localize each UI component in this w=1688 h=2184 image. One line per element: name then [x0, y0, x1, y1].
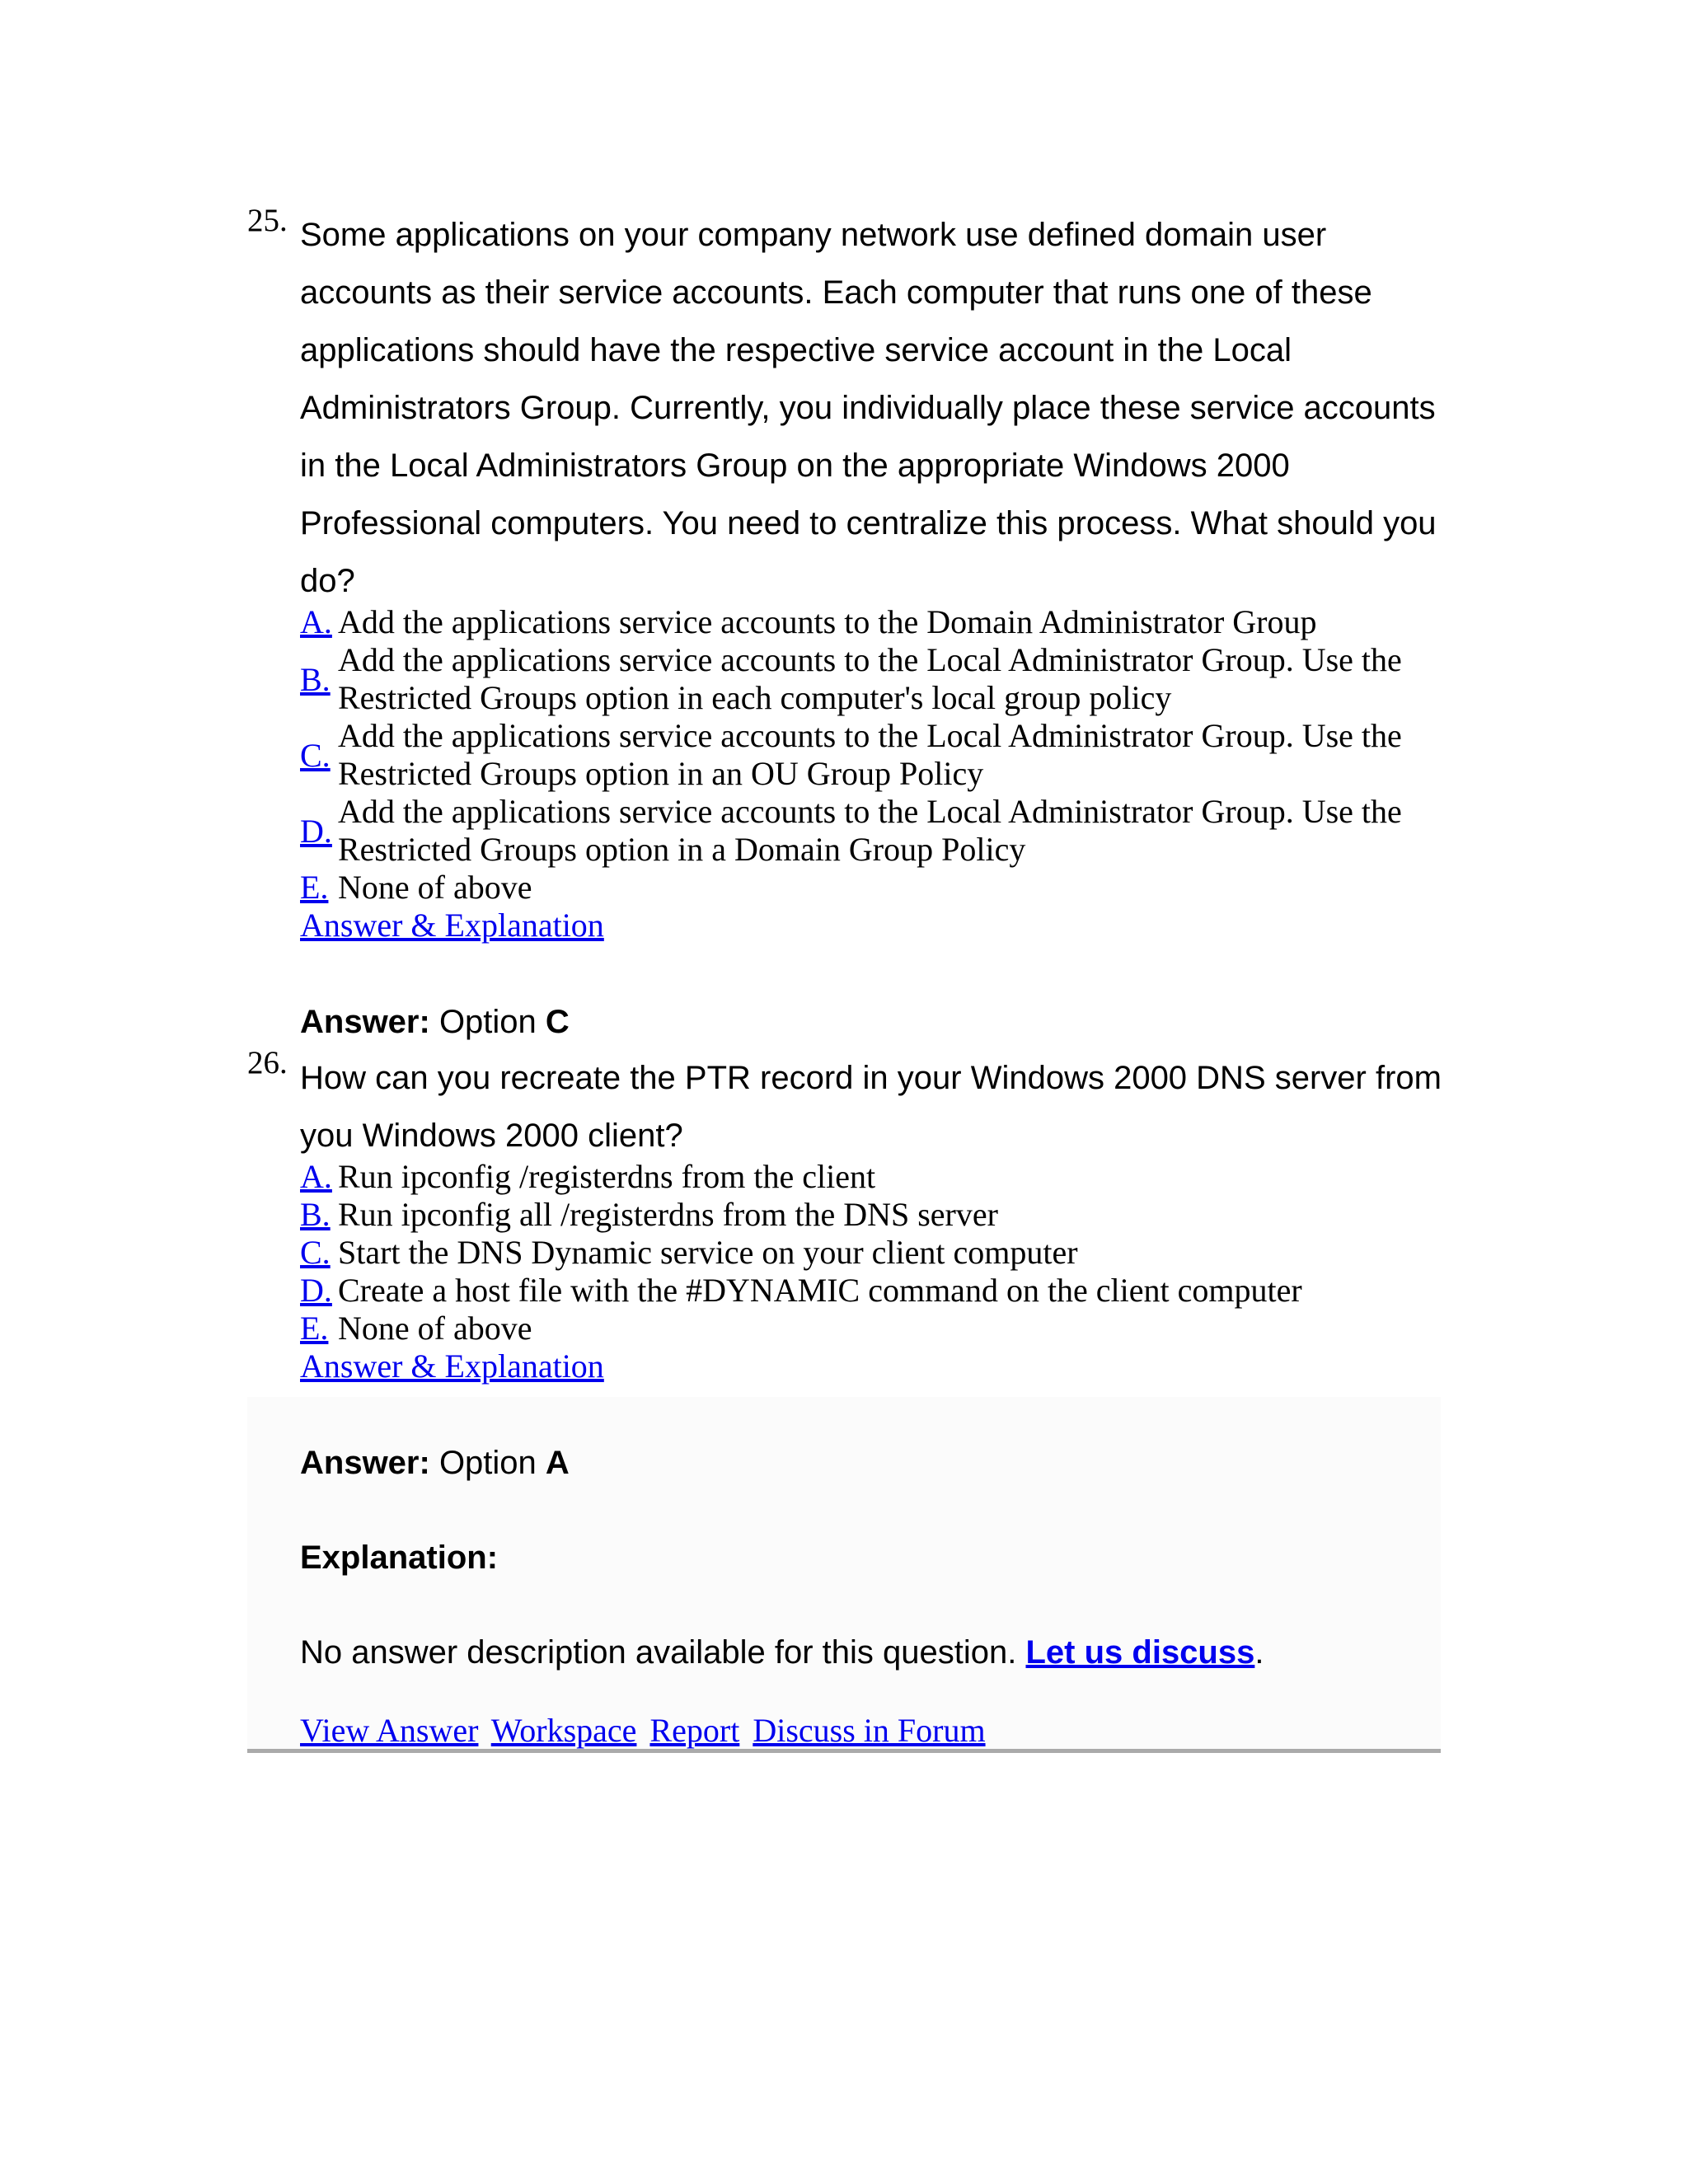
answer-prefix: Option — [438, 1004, 537, 1040]
option-text: Create a host file with the #DYNAMIC command on the client computer — [338, 1272, 1302, 1309]
option-letter-link[interactable]: A. — [300, 1158, 332, 1195]
option-text: Start the DNS Dynamic service on your client computer — [338, 1234, 1078, 1271]
answer-option: A — [545, 1445, 570, 1481]
option-text: None of above — [338, 1310, 532, 1347]
let-us-discuss-link[interactable]: Let us discuss — [1025, 1634, 1255, 1671]
option-a — [300, 603, 1446, 641]
answer-label: Answer: — [300, 1445, 430, 1481]
answer-line — [300, 1005, 570, 1038]
option-letter-link[interactable]: C. — [300, 736, 331, 774]
question-number: 25. — [247, 203, 288, 238]
option-letter-link[interactable]: E. — [300, 869, 329, 906]
answer-line — [300, 1446, 570, 1479]
divider — [247, 1749, 1441, 1753]
view-answer-link[interactable]: View Answer — [300, 1712, 479, 1749]
answer-explanation-link[interactable]: Answer & Explanation — [300, 907, 604, 944]
option-letter-link[interactable]: B. — [300, 660, 331, 698]
option-letter-link[interactable]: D. — [300, 812, 332, 850]
option-text: Run ipconfig all /registerdns from the DNS server — [338, 1196, 998, 1233]
explanation-body: No answer description available for this question. — [300, 1634, 1017, 1671]
option-e — [300, 869, 1446, 907]
option-text: Add the applications service accounts to the Local Administrator Group. Use the Restricted Groups option in each computer's local group policy — [338, 641, 1402, 716]
explanation-end: . — [1254, 1634, 1264, 1671]
option-text: Add the applications service accounts to the Local Administrator Group. Use the Restricted Groups option in a Domain Group Policy — [338, 793, 1402, 868]
option-letter-link[interactable]: A. — [300, 603, 332, 640]
option-letter-link[interactable]: B. — [300, 1196, 331, 1233]
option-c — [300, 717, 1446, 793]
option-e — [300, 1310, 1446, 1347]
option-letter-link[interactable]: D. — [300, 1272, 332, 1309]
explanation-text — [300, 1636, 1264, 1669]
option-text: Add the applications service accounts to the Domain Administrator Group — [338, 603, 1317, 640]
answer-link-row — [300, 907, 1446, 944]
answer-label: Answer: — [300, 1004, 430, 1040]
option-c — [300, 1234, 1446, 1272]
answer-prefix: Option — [438, 1445, 537, 1481]
option-d — [300, 793, 1446, 869]
report-link[interactable]: Report — [649, 1712, 740, 1749]
question-text: Some applications on your company network use defined domain user accounts as their service accounts. Each computer that runs one of these applications should have the respective service account in the Local Administrators Group. Currently, you individually place these service accounts in the Local Administrators Group on the appropriate Windows 2000 Professional computers. You need to centralize this process. What should you do? — [300, 217, 1437, 599]
option-text: Add the applications service accounts to the Local Administrator Group. Use the Restricted Groups option in an OU Group Policy — [338, 717, 1402, 792]
footer-links — [300, 1714, 991, 1747]
options-list — [300, 603, 1446, 944]
option-d — [300, 1272, 1446, 1310]
option-b — [300, 641, 1446, 717]
question-number: 26. — [247, 1045, 288, 1080]
option-letter-link[interactable]: E. — [300, 1310, 329, 1347]
option-a — [300, 1158, 1446, 1196]
answer-explanation-link[interactable]: Answer & Explanation — [300, 1347, 604, 1385]
options-list — [300, 1158, 1446, 1385]
discuss-in-forum-link[interactable]: Discuss in Forum — [753, 1712, 986, 1749]
answer-option: C — [545, 1004, 570, 1040]
workspace-link[interactable]: Workspace — [490, 1712, 637, 1749]
option-text: Run ipconfig /registerdns from the client — [338, 1158, 876, 1195]
answer-link-row — [300, 1347, 1446, 1385]
explanation-title: Explanation: — [300, 1540, 499, 1576]
option-b — [300, 1196, 1446, 1234]
option-letter-link[interactable]: C. — [300, 1234, 331, 1271]
question-text: How can you recreate the PTR record in your Windows 2000 DNS server from you Windows 2000 client? — [300, 1060, 1442, 1154]
option-text: None of above — [338, 869, 532, 906]
